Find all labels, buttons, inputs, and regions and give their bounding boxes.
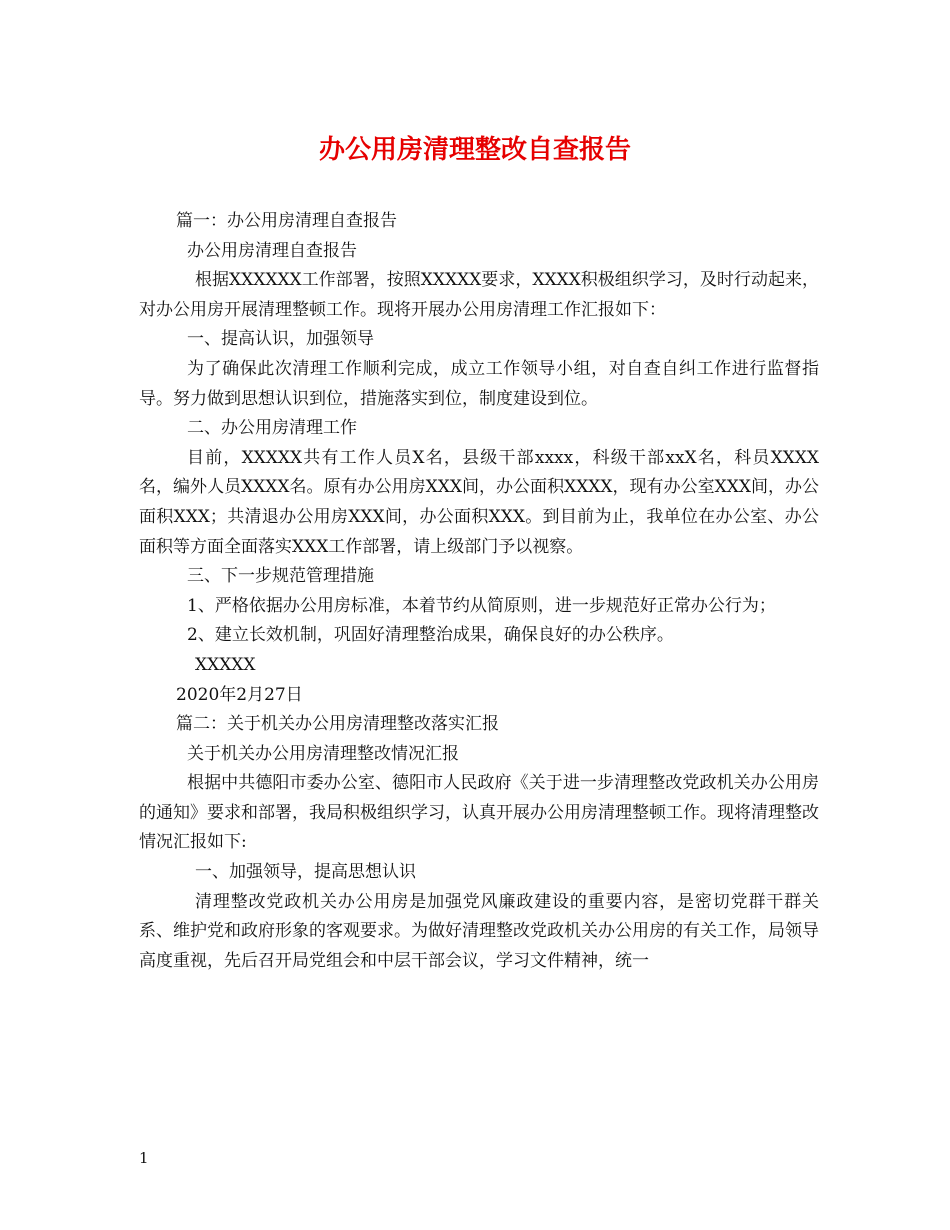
paragraph: 为了确保此次清理工作顺利完成，成立工作领导小组，对自查自纠工作进行监督指导。努力做到思想认识到位，措施落实到位，制度建设到位。	[139, 358, 819, 409]
subtitle: 办公用房清理自查报告	[187, 240, 357, 261]
page-number: 1	[139, 1149, 149, 1167]
signature: XXXXX	[195, 654, 256, 675]
paragraph: 根据中共德阳市委办公室、德阳市人民政府《关于进一步清理整改党政机关办公用房的通知》要求和部署，我局积极组织学习，认真开展办公用房清理整顿工作。现将清理整改情况汇报如下:	[139, 773, 819, 853]
section-heading: 篇二：关于机关办公用房清理整改落实汇报	[176, 714, 499, 735]
paragraph: 目前，XXXXX共有工作人员X名，县级干部xxxx，科级干部xxX名，科员XXXX名，编外人员XXXX名。原有办公用房XXX间，办公面积XXXX，现有办公室XXX间，办公面积XXX；共清退办公用房XXX间，办公面积XXX。到目前为止，我单位在办公室、办公面积等方面全面落实XXX工作部署，请上级部门予以视察。	[139, 447, 819, 557]
document-body	[139, 207, 819, 976]
document-title: 办公用房清理整改自查报告	[318, 135, 631, 165]
paragraph: 清理整改党政机关办公用房是加强党风廉政建设的重要内容，是密切党群干群关系、维护党和政府形象的客观要求。为做好清理整改党政机关办公用房的有关工作，局领导高度重视，先后召开局党组会和中层干部会议，学习文件精神，统一	[139, 891, 819, 971]
heading: 二、办公用房清理工作	[187, 418, 357, 439]
list-item: 1、严格依据办公用房标准，本着节约从简原则，进一步规范好正常办公行为；	[187, 595, 776, 616]
section-heading: 篇一：办公用房清理自查报告	[176, 211, 397, 231]
subtitle: 关于机关办公用房清理整改情况汇报	[187, 743, 459, 764]
paragraph: 根据XXXXXX工作部署，按照XXXXX要求，XXXX积极组织学习，及时行动起来，对办公用房开展清理整顿工作。现将开展办公用房清理工作汇报如下：	[139, 270, 819, 320]
list-item: 2、建立长效机制，巩固好清理整治成果，确保良好的办公秩序。	[187, 625, 674, 646]
date: 2020年2月27日	[176, 684, 303, 705]
heading: 一、提高认识，加强领导	[187, 329, 374, 350]
heading: 三、下一步规范管理措施	[187, 566, 374, 587]
heading: 一、加强领导，提高思想认识	[195, 862, 416, 883]
